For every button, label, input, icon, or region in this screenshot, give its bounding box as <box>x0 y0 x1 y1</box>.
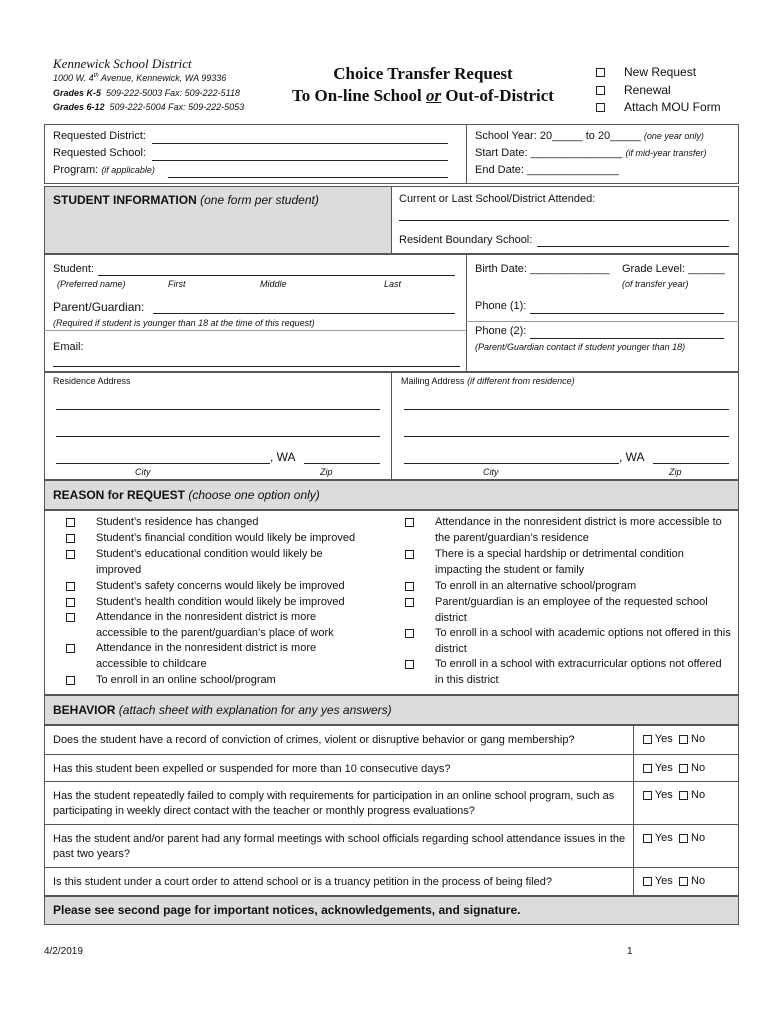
option-new-request[interactable]: New Request <box>596 64 721 82</box>
reason-option[interactable]: Attendance in the nonresident district is more accessible to the parent/guardian’s place of work <box>66 610 366 641</box>
checkbox[interactable] <box>66 518 75 527</box>
name-part-first: First <box>168 279 186 289</box>
mailing-state: , WA <box>619 450 645 464</box>
checkbox[interactable] <box>596 103 605 112</box>
reason-option[interactable]: Parent/guardian is an employee of the requested school district <box>405 595 735 626</box>
mailing-line2[interactable] <box>404 436 729 437</box>
yes-checkbox[interactable] <box>643 764 652 773</box>
requested-district-label: Requested District: <box>53 130 146 142</box>
district-name: Kennewick School District <box>53 56 192 71</box>
divider <box>466 124 467 184</box>
checkbox[interactable] <box>66 613 75 622</box>
start-date-field[interactable]: Start Date: _______________ (if mid-year transfer) <box>475 147 707 159</box>
birth-date-field[interactable]: Birth Date: _____________ <box>475 263 610 275</box>
reason-option[interactable]: Student’s financial condition would likely be improved <box>66 531 366 547</box>
phone1-input[interactable] <box>530 313 724 314</box>
option-attach-mou[interactable]: Attach MOU Form <box>596 99 721 117</box>
residence-line1[interactable] <box>56 409 380 410</box>
no-checkbox[interactable] <box>679 764 688 773</box>
student-info-heading: STUDENT INFORMATION (one form per student) <box>53 193 319 207</box>
residence-address-label: Residence Address <box>53 376 131 386</box>
requested-district-input[interactable] <box>152 143 448 144</box>
reason-option[interactable]: There is a special hardship or detrimental condition impacting the student or family <box>405 547 735 578</box>
behavior-question: Has the student and/or parent had any formal meetings with school officials regarding school attendance issues in the past two years? <box>53 833 626 860</box>
name-part-middle: Middle <box>260 279 287 289</box>
current-school-input[interactable] <box>399 220 729 221</box>
grades-k5-contact: Grades K-5 509-222-5003 Fax: 509-222-5118 <box>53 88 240 98</box>
parent-hint: (Required if student is younger than 18 at the time of this request) <box>53 318 315 328</box>
program-input[interactable] <box>168 177 448 178</box>
reason-option[interactable]: Attendance in the nonresident district is more accessible to childcare <box>66 641 366 672</box>
reason-option[interactable]: Student’s residence has changed <box>66 515 366 531</box>
checkbox[interactable] <box>66 550 75 559</box>
divider <box>44 754 739 755</box>
residence-city-input[interactable] <box>56 463 270 464</box>
grades-612-contact: Grades 6-12 509-222-5004 Fax: 509-222-5053 <box>53 102 245 112</box>
checkbox[interactable] <box>405 629 414 638</box>
program-label: Program: (if applicable) <box>53 164 155 176</box>
name-part-preferred: (Preferred name) <box>57 279 126 289</box>
yes-no-options: Yes No <box>643 875 705 887</box>
page-number: 1 <box>627 946 633 957</box>
residence-zip-input[interactable] <box>304 463 380 464</box>
no-checkbox[interactable] <box>679 735 688 744</box>
phone1-label: Phone (1): <box>475 300 527 312</box>
mailing-city-input[interactable] <box>404 463 619 464</box>
divider <box>44 781 739 782</box>
mailing-line1[interactable] <box>404 409 729 410</box>
residence-zip-caption: Zip <box>320 467 333 477</box>
school-year-field[interactable]: School Year: 20_____ to 20_____ (one year only) <box>475 130 704 142</box>
checkbox[interactable] <box>66 644 75 653</box>
checkbox[interactable] <box>405 582 414 591</box>
behavior-question: Is this student under a court order to attend school or is a truancy petition in the process of being filed? <box>53 876 552 888</box>
mailing-zip-caption: Zip <box>669 467 682 477</box>
current-school-label: Current or Last School/District Attended: <box>399 193 596 205</box>
checkbox[interactable] <box>66 582 75 591</box>
grade-level-hint: (of transfer year) <box>622 279 689 289</box>
divider <box>44 867 739 868</box>
behavior-question: Has the student repeatedly failed to comply with requirements for participation in an online school program, such as participating in weekly direct contact with the teacher or monthly progress evaluations? <box>53 790 615 817</box>
checkbox[interactable] <box>66 534 75 543</box>
email-input[interactable] <box>53 366 460 367</box>
reason-option[interactable]: Student’s health condition would likely be improved <box>66 595 366 611</box>
reason-option[interactable]: Attendance in the nonresident district is more accessible to the parent/guardian’s residence <box>405 515 735 546</box>
checkbox[interactable] <box>596 86 605 95</box>
residence-state: , WA <box>270 450 296 464</box>
reason-option[interactable]: Student’s safety concerns would likely be improved <box>66 579 366 595</box>
yes-checkbox[interactable] <box>643 834 652 843</box>
no-checkbox[interactable] <box>679 834 688 843</box>
checkbox[interactable] <box>405 518 414 527</box>
yes-checkbox[interactable] <box>643 791 652 800</box>
yes-no-options: Yes No <box>643 789 705 801</box>
checkbox[interactable] <box>66 598 75 607</box>
second-page-notice: Please see second page for important notices, acknowledgements, and signature. <box>53 903 521 917</box>
end-date-field[interactable]: End Date: _______________ <box>475 164 619 176</box>
yes-checkbox[interactable] <box>643 877 652 886</box>
reason-option[interactable]: To enroll in an online school/program <box>66 673 366 689</box>
yes-checkbox[interactable] <box>643 735 652 744</box>
requested-school-input[interactable] <box>152 160 448 161</box>
reason-option[interactable]: To enroll in a school with academic options not offered in this district <box>405 626 735 657</box>
parent-name-input[interactable] <box>153 313 455 314</box>
residence-line2[interactable] <box>56 436 380 437</box>
requested-school-label: Requested School: <box>53 147 146 159</box>
yes-no-options: Yes No <box>643 832 705 844</box>
reason-option[interactable]: Student’s educational condition would likely be improved <box>66 547 366 578</box>
form-subtitle: To On-line School or Out-of-District <box>292 86 554 105</box>
mailing-address-label: Mailing Address (if different from residence) <box>401 376 575 386</box>
student-name-input[interactable] <box>98 275 455 276</box>
resident-boundary-label: Resident Boundary School: <box>399 234 533 246</box>
checkbox[interactable] <box>405 598 414 607</box>
behavior-question: Does the student have a record of conviction of crimes, violent or disruptive behavior or gang membership? <box>53 734 575 746</box>
residence-city-caption: City <box>135 467 151 477</box>
checkbox[interactable] <box>405 660 414 669</box>
phone2-label: Phone (2): <box>475 325 527 337</box>
divider <box>44 824 739 825</box>
parent-label: Parent/Guardian: <box>53 300 145 314</box>
grade-level-field[interactable]: Grade Level: ______ <box>622 263 725 275</box>
behavior-question: Has this student been expelled or suspended for more than 10 consecutive days? <box>53 763 451 775</box>
behavior-heading: BEHAVIOR (attach sheet with explanation for any yes answers) <box>53 703 392 717</box>
reason-option[interactable]: To enroll in a school with extracurricular options not offered in this district <box>405 657 735 688</box>
divider <box>466 321 739 322</box>
checkbox[interactable] <box>66 676 75 685</box>
yes-no-options: Yes No <box>643 762 705 774</box>
divider <box>466 254 467 372</box>
no-checkbox[interactable] <box>679 791 688 800</box>
email-label: Email: <box>53 341 84 353</box>
divider <box>44 330 466 331</box>
no-checkbox[interactable] <box>679 877 688 886</box>
yes-no-options: Yes No <box>643 733 705 745</box>
checkbox[interactable] <box>405 550 414 559</box>
form-title: Choice Transfer Request <box>333 64 513 83</box>
phone2-input[interactable] <box>530 338 724 339</box>
reason-heading: REASON for REQUEST (choose one option only) <box>53 488 320 502</box>
phone-hint: (Parent/Guardian contact if student younger than 18) <box>475 342 686 352</box>
divider <box>633 725 634 896</box>
divider <box>391 372 392 480</box>
district-address: 1000 W. 4th Avenue, Kennewick, WA 99336 <box>53 73 227 83</box>
mailing-zip-input[interactable] <box>653 463 729 464</box>
checkbox[interactable] <box>596 68 605 77</box>
option-renewal[interactable]: Renewal <box>596 82 721 100</box>
name-part-last: Last <box>384 279 402 289</box>
reason-option[interactable]: To enroll in an alternative school/program <box>405 579 735 595</box>
footer-date: 4/2/2019 <box>44 946 83 957</box>
resident-boundary-input[interactable] <box>537 246 729 247</box>
request-type-options <box>596 64 721 117</box>
mailing-city-caption: City <box>483 467 499 477</box>
student-label: Student: <box>53 263 94 275</box>
